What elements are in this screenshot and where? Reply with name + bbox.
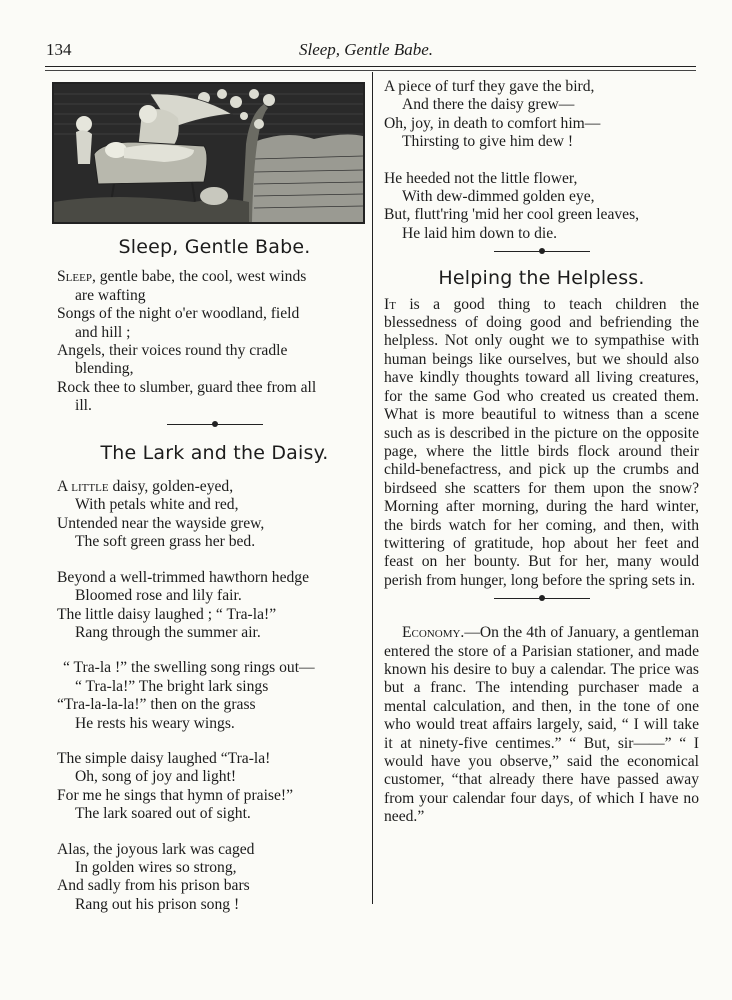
poem-line: A piece of turf they gave the bird,	[384, 78, 595, 95]
section-ornament	[167, 418, 263, 430]
poem-line: He heeded not the little flower,	[384, 169, 578, 187]
right-column	[384, 78, 699, 827]
page-number: 134	[46, 40, 72, 59]
poem-line: “Tra-la-la-la!” then on the grass	[57, 696, 256, 714]
poem-line: are wafting	[75, 286, 146, 304]
poem-line: And there the daisy grew—	[402, 96, 575, 114]
poem-line: The little daisy laughed ; “ Tra-la!”	[57, 605, 277, 623]
poem-line: With petals white and red,	[75, 496, 239, 514]
poem-line: In golden wires so strong,	[75, 858, 237, 876]
article-title-helping: Helping the Helpless.	[438, 267, 645, 290]
poem-line: Angels, their voices round thy cradle	[57, 342, 288, 360]
poem-line: and hill ;	[75, 323, 131, 341]
running-title: Sleep, Gentle Babe.	[298, 40, 434, 59]
poem-line: The lark soared out of sight.	[75, 805, 251, 823]
poem-line: daisy, golden-eyed,	[108, 478, 234, 496]
poem-line: He rests his weary wings.	[75, 714, 235, 732]
poem-line: Oh, joy, in death to comfort him—	[384, 114, 601, 132]
poem-line: , gentle babe, the cool, west winds	[91, 268, 307, 286]
poem-line: Oh, song of joy and light!	[75, 768, 237, 786]
column-divider	[372, 72, 373, 904]
section-ornament	[494, 245, 590, 257]
economy-text: —On the 4th of January, a gentleman entered the store of a Parisian stationer, and made known his desire to buy a calendar. The price was but a franc. The intending purchaser made a mental calculation, and then, in the tone of one who would treat affairs largely, said, “ I will take it at ninety-five centimes.” “ But, sir——” “ I would have you observe,” said the economical customer, “that already there have passed away from your calendar four days, of which I have no need.”	[384, 624, 699, 826]
poem-line: “ Tra-la !” the swelling song rings out—	[63, 659, 315, 677]
lark-stanza-4	[57, 750, 372, 824]
section-ornament	[494, 592, 590, 604]
lark-stanza-1	[57, 478, 372, 552]
lark-stanza-2	[57, 569, 372, 643]
lark-stanza-7	[384, 170, 699, 244]
poem-line: ill.	[75, 397, 92, 415]
poem-line: Thirsting to give him dew !	[402, 133, 574, 151]
lark-stanza-3	[57, 659, 372, 733]
poem-line: For me he sings that hymn of praise!”	[57, 786, 294, 804]
poem-line: Songs of the night o'er woodland, field	[57, 305, 300, 323]
poem-line: With dew-dimmed golden eye,	[402, 188, 595, 206]
poem-line: Bloomed rose and lily fair.	[75, 587, 242, 605]
drop-lead-lark: A little	[57, 478, 109, 496]
drop-lead-sleep: Sleep	[57, 268, 92, 286]
poem-line: Beyond a well-trimmed hawthorn hedge	[57, 568, 310, 586]
poem-line: Rock thee to slumber, guard thee from all	[57, 378, 317, 396]
poem-line: And sadly from his prison bars	[57, 877, 250, 895]
helping-text: is a good thing to teach children the blessedness of doing good and befriending the helpless. Not only ought we to sympathise with human beings like ourselves, but we should also have kindly thoughts toward all living creatures, for the same God who created us created them. What is more beautiful to witness than a scene such as is described in the picture on the opposite page, where the little birds flock around their child-benefactress, and pick up the crumbs and birdseed she scatters for them upon the snow? Morning after morning, during the hard winter, the birds watch for her coming, and then, with twittering of gratitude, hop about her feet and feast on her bounty. But for her, many would perish from hunger, long before the spring sets in.	[384, 295, 699, 589]
poem-title-sleep: Sleep, Gentle Babe.	[118, 236, 311, 258]
poem-line: But, flutt'ring 'mid her cool green leaves,	[384, 206, 640, 224]
economy-body	[384, 624, 699, 826]
left-column	[57, 238, 372, 914]
poem-line: Alas, the joyous lark was caged	[57, 840, 255, 858]
poem-line: Untended near the wayside grew,	[57, 514, 265, 532]
drop-lead-economy: Economy.	[402, 624, 465, 642]
poem-line: He laid him down to die.	[402, 224, 558, 242]
lark-stanza-6	[384, 78, 699, 152]
poem-line: The soft green grass her bed.	[75, 533, 256, 551]
poem-line: “ Tra-la!” The bright lark sings	[75, 677, 269, 695]
poem-line: Rang through the summer air.	[75, 623, 261, 641]
lark-stanza-5	[57, 841, 372, 915]
poem-title-lark: The Lark and the Daisy.	[100, 441, 329, 464]
poem-line: The simple daisy laughed “Tra-la!	[57, 749, 271, 767]
header-rule	[45, 66, 696, 67]
cradle-illustration	[52, 82, 365, 224]
drop-lead-helping: It	[384, 295, 396, 313]
poem-line: Rang out his prison song !	[75, 895, 240, 913]
poem-line: blending,	[75, 360, 134, 378]
helping-body	[384, 296, 699, 591]
poem-sleep	[57, 268, 372, 415]
header-rule-thin	[45, 70, 696, 71]
